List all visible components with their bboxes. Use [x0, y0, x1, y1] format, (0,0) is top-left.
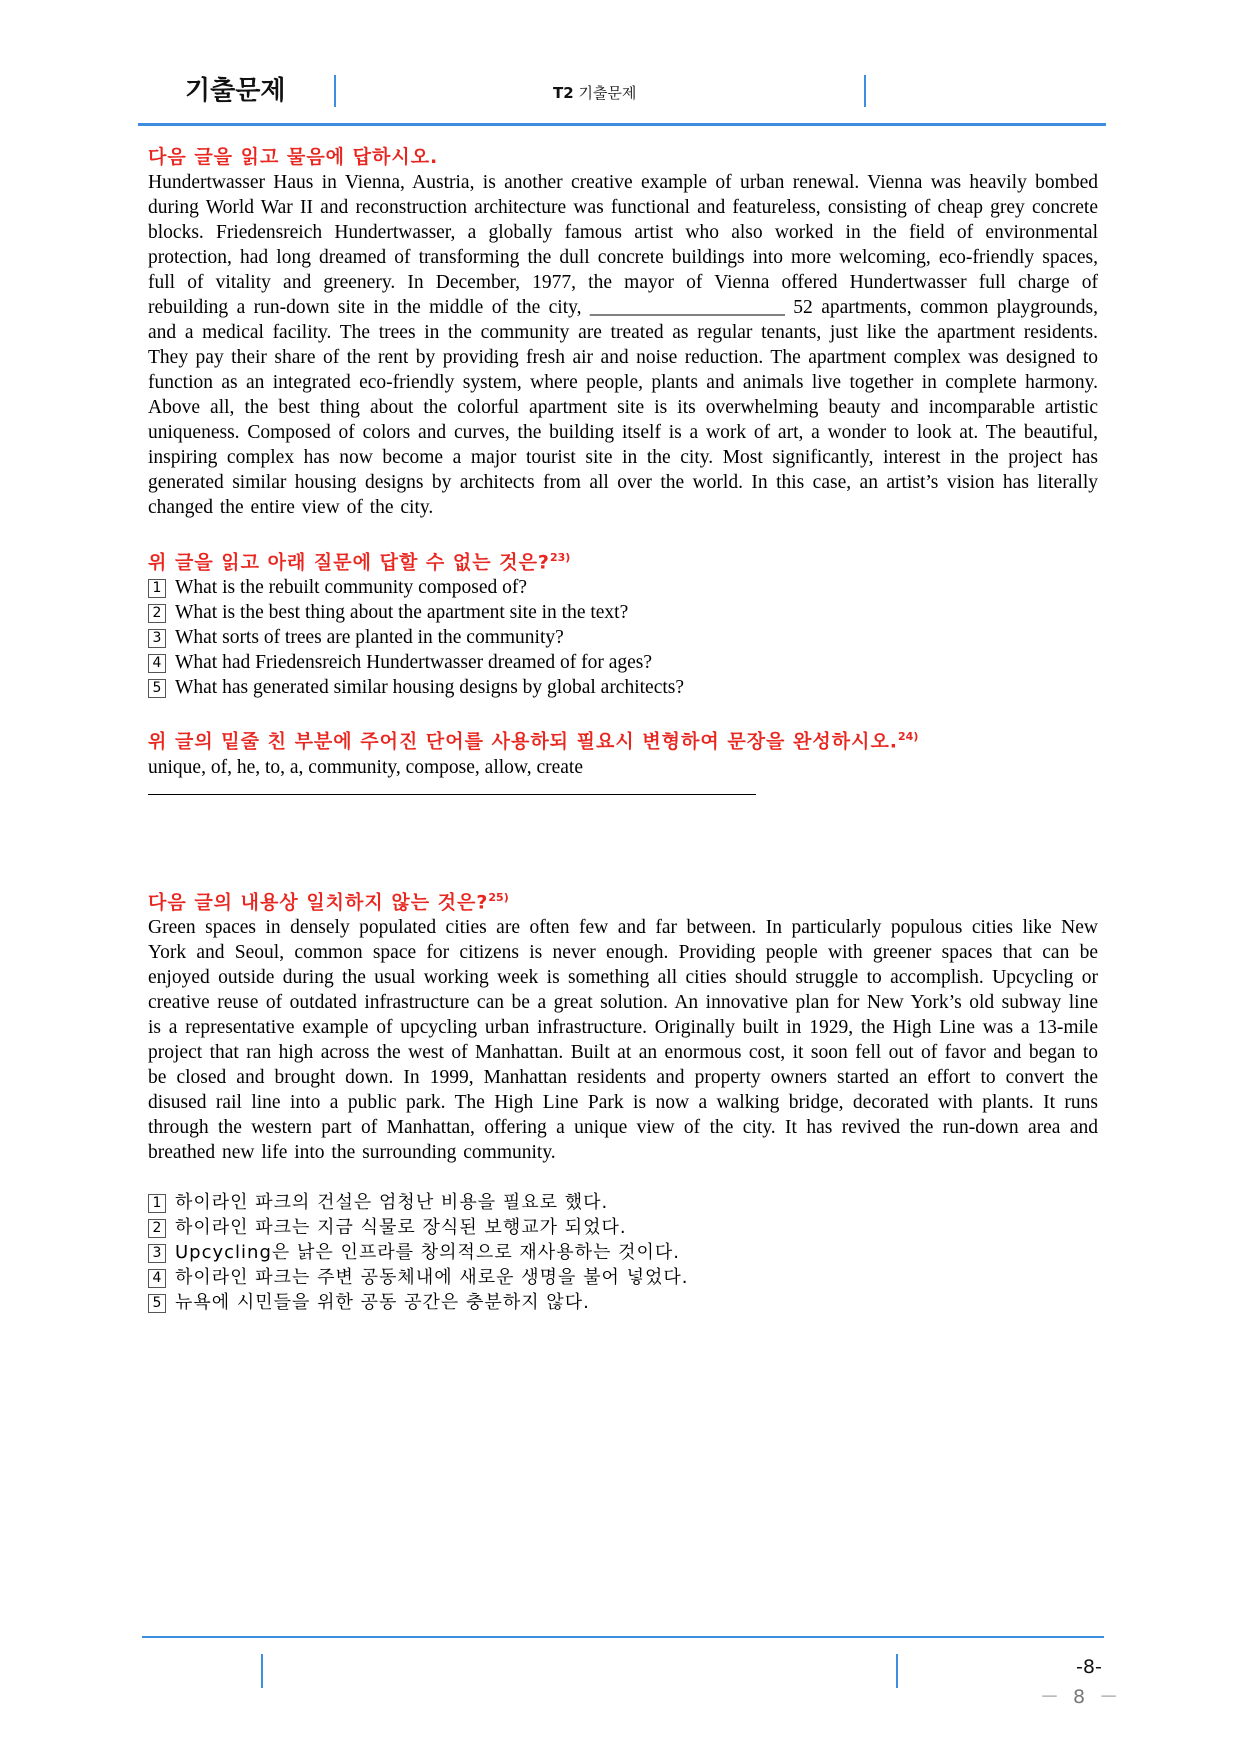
- question23-option-5[interactable]: [148, 675, 1098, 700]
- header-divider-left: [334, 75, 336, 107]
- option-number-box: 3: [148, 1244, 166, 1263]
- question24-answer-line[interactable]: [148, 794, 756, 795]
- question25-passage: Green spaces in densely populated cities are often few and far between. In particularly populous cities like New York and Seoul, common space for citizens is never enough. Providing people with greener spaces that can be enjoyed outside during the usual working week is something all cities should struggle to accomplish. Upcycling or creative reuse of outdated infrastructure can be a great solution. An innovative plan for New York’s old subway line is a representative example of upcycling urban infrastructure. Originally built in 1929, the High Line was a 13-mile project that ran high across the west of Manhattan. Built at an enormous cost, it soon fell out of favor and began to be closed and brought down. In 1999, Manhattan residents and property owners started an effort to convert the disused rail line into a public park. The High Line Park is now a walking bridge, decorated with plants. It runs through the western part of Manhattan, offering a unique view of the city. It has revived the run-down area and breathed new life into the surrounding community.: [148, 916, 1098, 1163]
- option-number-box: 2: [148, 1219, 166, 1238]
- question25-footnote: 25): [488, 890, 509, 904]
- question25-option-3[interactable]: [148, 1240, 1098, 1265]
- page-number: -8-: [1076, 1656, 1102, 1678]
- option-text: 하이라인 파크의 건설은 엄청난 비용을 필요로 했다.: [175, 1191, 609, 1213]
- footer-divider-right: [896, 1654, 898, 1688]
- question24-text: 위 글의 밑줄 친 부분에 주어진 단어를 사용하되 필요시 변형하여 문장을 완성하시오.: [148, 730, 899, 753]
- option-number-box: 4: [148, 654, 166, 673]
- option-number-box: 1: [148, 579, 166, 598]
- question25-text: 다음 글의 내용상 일치하지 않는 것은?: [148, 890, 489, 913]
- header-subtitle-code: T2: [553, 84, 574, 102]
- question25-option-1[interactable]: [148, 1190, 1098, 1215]
- option-text: What sorts of trees are planted in the community?: [175, 627, 564, 649]
- question23-options: [148, 575, 1098, 700]
- question23-footnote: 23): [549, 551, 571, 564]
- question24-prompt: [148, 724, 1098, 754]
- page-number-secondary: － 8 －: [1040, 1686, 1123, 1708]
- section1-passage: Hundertwasser Haus in Vienna, Austria, is another creative example of urban renewal. Vienna was heavily bombed during World War II and reconstruction architecture was functional and featureless, consisting of cheap grey concrete blocks. Friedensreich Hundertwasser, a globally famous artist who also worked in the field of environmental protection, had long dreamed of transforming the dull concrete buildings into more welcoming, eco-friendly spaces, full of vitality and greenery. In December, 1977, the mayor of Vienna offered Hundertwasser full charge of rebuilding a run-down site in the middle of the city, ____________________ 52 apartments, common playgrounds, and a medical facility. The trees in the community are treated as regular tenants, just like the apartment residents. They pay their share of the rent by providing fresh air and noise reduction. The apartment complex was designed to function as an integrated eco-friendly system, where people, plants and animals live together in complete harmony. Above all, the best thing about the colorful apartment site is its overwhelming beauty and incomparable artistic uniqueness. Composed of colors and curves, the building itself is a work of art, a wonder to look at. The beautiful, inspiring complex has now become a major tourist site in the city. Most significantly, interest in the project has generated similar housing designs by architects from all over the world. In this case, an artist’s vision has literally changed the entire view of the city.: [148, 172, 1098, 518]
- option-number-box: 5: [148, 679, 166, 698]
- option-number-box: 2: [148, 604, 166, 623]
- option-text: What is the best thing about the apartment site in the text?: [175, 602, 629, 624]
- page-header-subtitle: [553, 82, 636, 103]
- question23-option-4[interactable]: [148, 650, 1098, 675]
- option-number-box: 5: [148, 1294, 166, 1313]
- option-number-box: 3: [148, 629, 166, 648]
- question23-prompt: [148, 545, 1098, 575]
- option-text: What has generated similar housing designs by global architects?: [175, 677, 685, 699]
- footer-rule: [142, 1636, 1104, 1638]
- question25-prompt: [148, 885, 1098, 915]
- option-text: What is the rebuilt community composed of?: [175, 577, 527, 599]
- question23-option-2[interactable]: [148, 600, 1098, 625]
- option-text: 하이라인 파크는 주변 공동체내에 새로운 생명을 불어 넣었다.: [175, 1266, 689, 1288]
- option-number-box: 1: [148, 1194, 166, 1213]
- question24-footnote: 24): [898, 730, 919, 744]
- page-header-title: 기출문제: [185, 76, 286, 106]
- option-text: 하이라인 파크는 지금 식물로 장식된 보행교가 되었다.: [175, 1216, 627, 1238]
- question25-option-5[interactable]: [148, 1290, 1098, 1315]
- header-divider-right: [864, 75, 866, 107]
- question24-word-list: unique, of, he, to, a, community, compose, allow, create: [148, 756, 584, 778]
- option-number-box: 4: [148, 1269, 166, 1288]
- question25-option-4[interactable]: [148, 1265, 1098, 1290]
- option-text: What had Friedensreich Hundertwasser dreamed of for ages?: [175, 652, 653, 674]
- question23-text: 위 글을 읽고 아래 질문에 답할 수 없는 것은?: [148, 551, 550, 574]
- section1-instruction: 다음 글을 읽고 물음에 답하시오.: [148, 146, 439, 168]
- question25-options: [148, 1190, 1098, 1315]
- option-text: Upcycling은 낡은 인프라를 창의적으로 재사용하는 것이다.: [175, 1241, 680, 1263]
- question23-option-3[interactable]: [148, 625, 1098, 650]
- option-text: 뉴욕에 시민들을 위한 공동 공간은 충분하지 않다.: [175, 1291, 590, 1313]
- header-rule: [138, 123, 1106, 126]
- question23-option-1[interactable]: [148, 575, 1098, 600]
- question25-option-2[interactable]: [148, 1215, 1098, 1240]
- header-subtitle-text: 기출문제: [578, 84, 637, 102]
- footer-divider-left: [261, 1654, 263, 1688]
- page-content: [148, 144, 1098, 1315]
